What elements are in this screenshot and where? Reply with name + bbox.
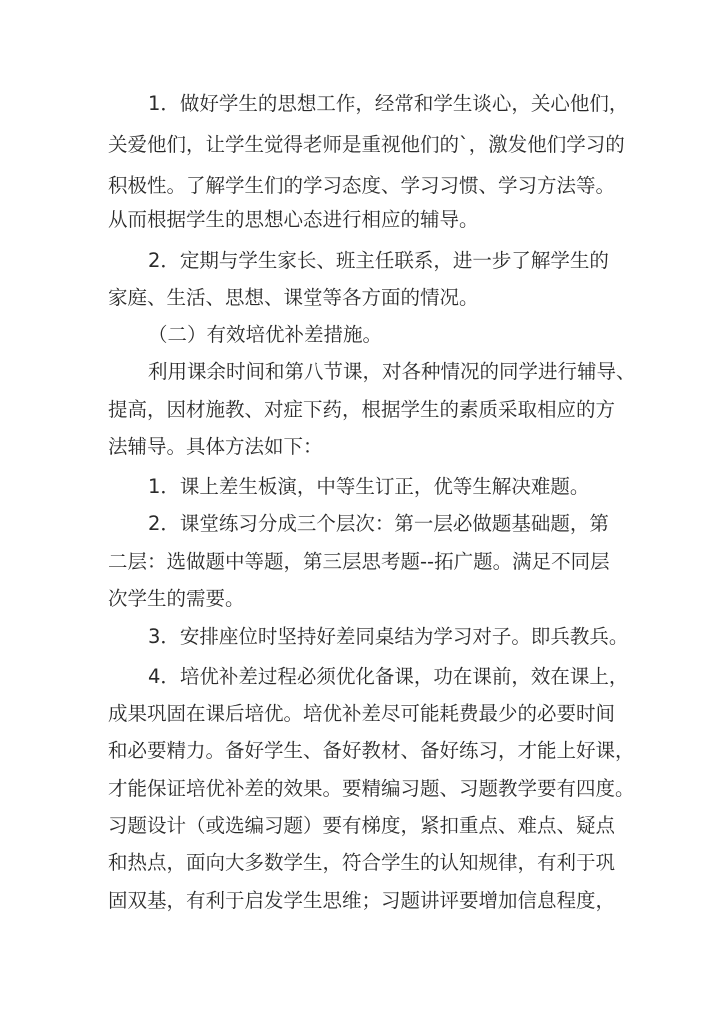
text-line: 从而根据学生的思想心态进行相应的辅导。: [108, 208, 479, 231]
text-line: 1．课上差生板演，中等生订正，优等生解决难题。: [148, 475, 590, 498]
text-line: 1．做好学生的思想工作，经常和学生谈心，关心他们，: [148, 92, 629, 115]
text-line: 才能保证培优补差的效果。要精编习题、习题教学要有四度。: [108, 777, 635, 800]
section-heading: （二）有效培优补差措施。: [148, 323, 383, 346]
text-line: 提高，因材施教、对症下药，根据学生的素质采取相应的方: [108, 398, 616, 421]
text-line: 2．定期与学生家长、班主任联系，进一步了解学生的: [148, 249, 609, 272]
text-line: 利用课余时间和第八节课，对各种情况的同学进行辅导、: [148, 360, 636, 383]
text-line: 4．培优补差过程必须优化备课，功在课前，效在课上，: [148, 665, 629, 688]
text-line: 固双基，有利于启发学生思维；习题讲评要增加信息程度，: [108, 889, 616, 912]
text-line: 3．安排座位时坚持好差同桌结为学习对子。即兵教兵。: [148, 625, 629, 648]
text-line: 2．课堂练习分成三个层次：第一层必做题基础题，第: [148, 512, 609, 535]
text-line: 和必要精力。备好学生、备好教材、备好练习，才能上好课，: [108, 739, 635, 762]
text-line: 次学生的需要。: [108, 587, 245, 610]
text-line: 习题设计（或选编习题）要有梯度，紧扣重点、难点、疑点: [108, 814, 616, 837]
text-line: 家庭、生活、思想、课堂等各方面的情况。: [108, 286, 479, 309]
text-line: 关爱他们，让学生觉得老师是重视他们的`，激发他们学习的: [108, 133, 625, 156]
text-line: 积极性。了解学生们的学习态度、学习习惯、学习方法等。: [108, 174, 616, 197]
text-line: 二层：选做题中等题，第三层思考题--拓广题。满足不同层: [108, 550, 610, 573]
text-line: 和热点，面向大多数学生，符合学生的认知规律，有利于巩: [108, 851, 616, 874]
text-line: 法辅导。具体方法如下：: [108, 435, 323, 458]
text-line: 成果巩固在课后培优。培优补差尽可能耗费最少的必要时间: [108, 702, 616, 725]
